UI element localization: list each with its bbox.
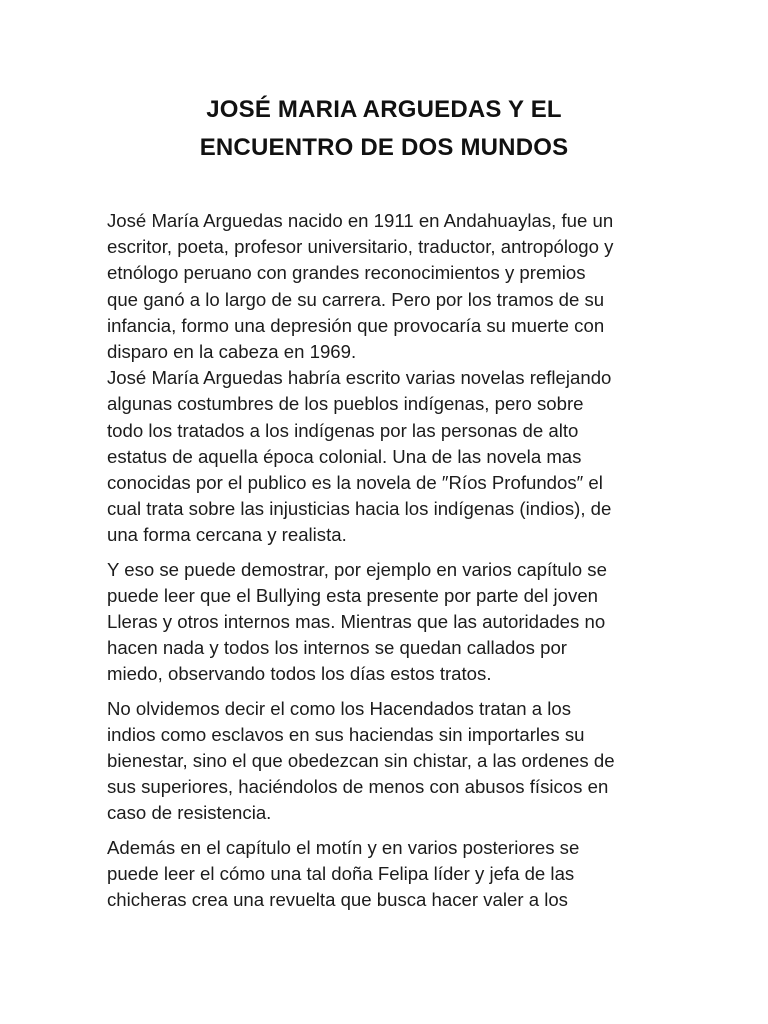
text-line: chicheras crea una revuelta que busca hacer valer a los [107,889,568,911]
document-title [0,91,768,167]
text-line: hacen nada y todos los internos se quedan callados por [107,637,567,659]
paragraph-5 [107,835,667,914]
paragraph-1 [107,208,667,365]
text-line: No olvidemos decir el como los Hacendados tratan a los [107,697,572,719]
text-line: José María Arguedas habría escrito varias novelas reflejando [107,367,612,389]
text-line: algunas costumbres de los pueblos indígenas, pero sobre [107,393,584,415]
text-line: escritor, poeta, profesor universitario, traductor, antropólogo y [107,236,614,258]
document-body [107,208,667,913]
paragraph-4 [107,696,667,827]
text-line: sus superiores, haciéndolos de menos con abusos físicos en [107,776,609,798]
title-line: JOSÉ MARIA ARGUEDAS Y EL [206,96,562,123]
text-line: etnólogo peruano con grandes reconocimientos y premios [107,262,586,284]
text-line: conocidas por el publico es la novela de ″Ríos Profundos″ el [107,472,603,494]
text-line: disparo en la cabeza en 1969. [107,341,357,363]
text-line: indios como esclavos en sus haciendas sin importarles su [107,723,585,745]
text-line: Y eso se puede demostrar, por ejemplo en varios capítulo se [107,558,607,580]
paragraph-3 [107,557,667,688]
title-line: ENCUENTRO DE DOS MUNDOS [199,134,569,161]
text-line: todo los tratados a los indígenas por las personas de alto [107,419,579,441]
text-line: José María Arguedas nacido en 1911 en Andahuaylas, fue un [107,210,614,231]
text-line: cual trata sobre las injusticias hacia los indígenas (indios), de [107,498,612,520]
text-line: infancia, formo una depresión que provocaría su muerte con [107,314,605,336]
text-line: una forma cercana y realista. [107,524,347,546]
text-line: caso de resistencia. [107,802,272,824]
text-line: bienestar, sino el que obedezcan sin chistar, a las ordenes de [107,750,615,772]
text-line: puede leer el cómo una tal doña Felipa líder y jefa de las [107,862,575,884]
text-line: Lleras y otros internos mas. Mientras que las autoridades no [107,611,606,633]
text-line: estatus de aquella época colonial. Una de las novela mas [107,445,582,467]
text-line: Además en el capítulo el motín y en varios posteriores se [107,836,580,858]
text-line: puede leer que el Bullying esta presente por parte del joven [107,584,599,606]
text-line: miedo, observando todos los días estos tratos. [107,663,492,685]
text-line: que ganó a lo largo de su carrera. Pero por los tramos de su [107,288,605,310]
paragraph-2 [107,365,667,548]
